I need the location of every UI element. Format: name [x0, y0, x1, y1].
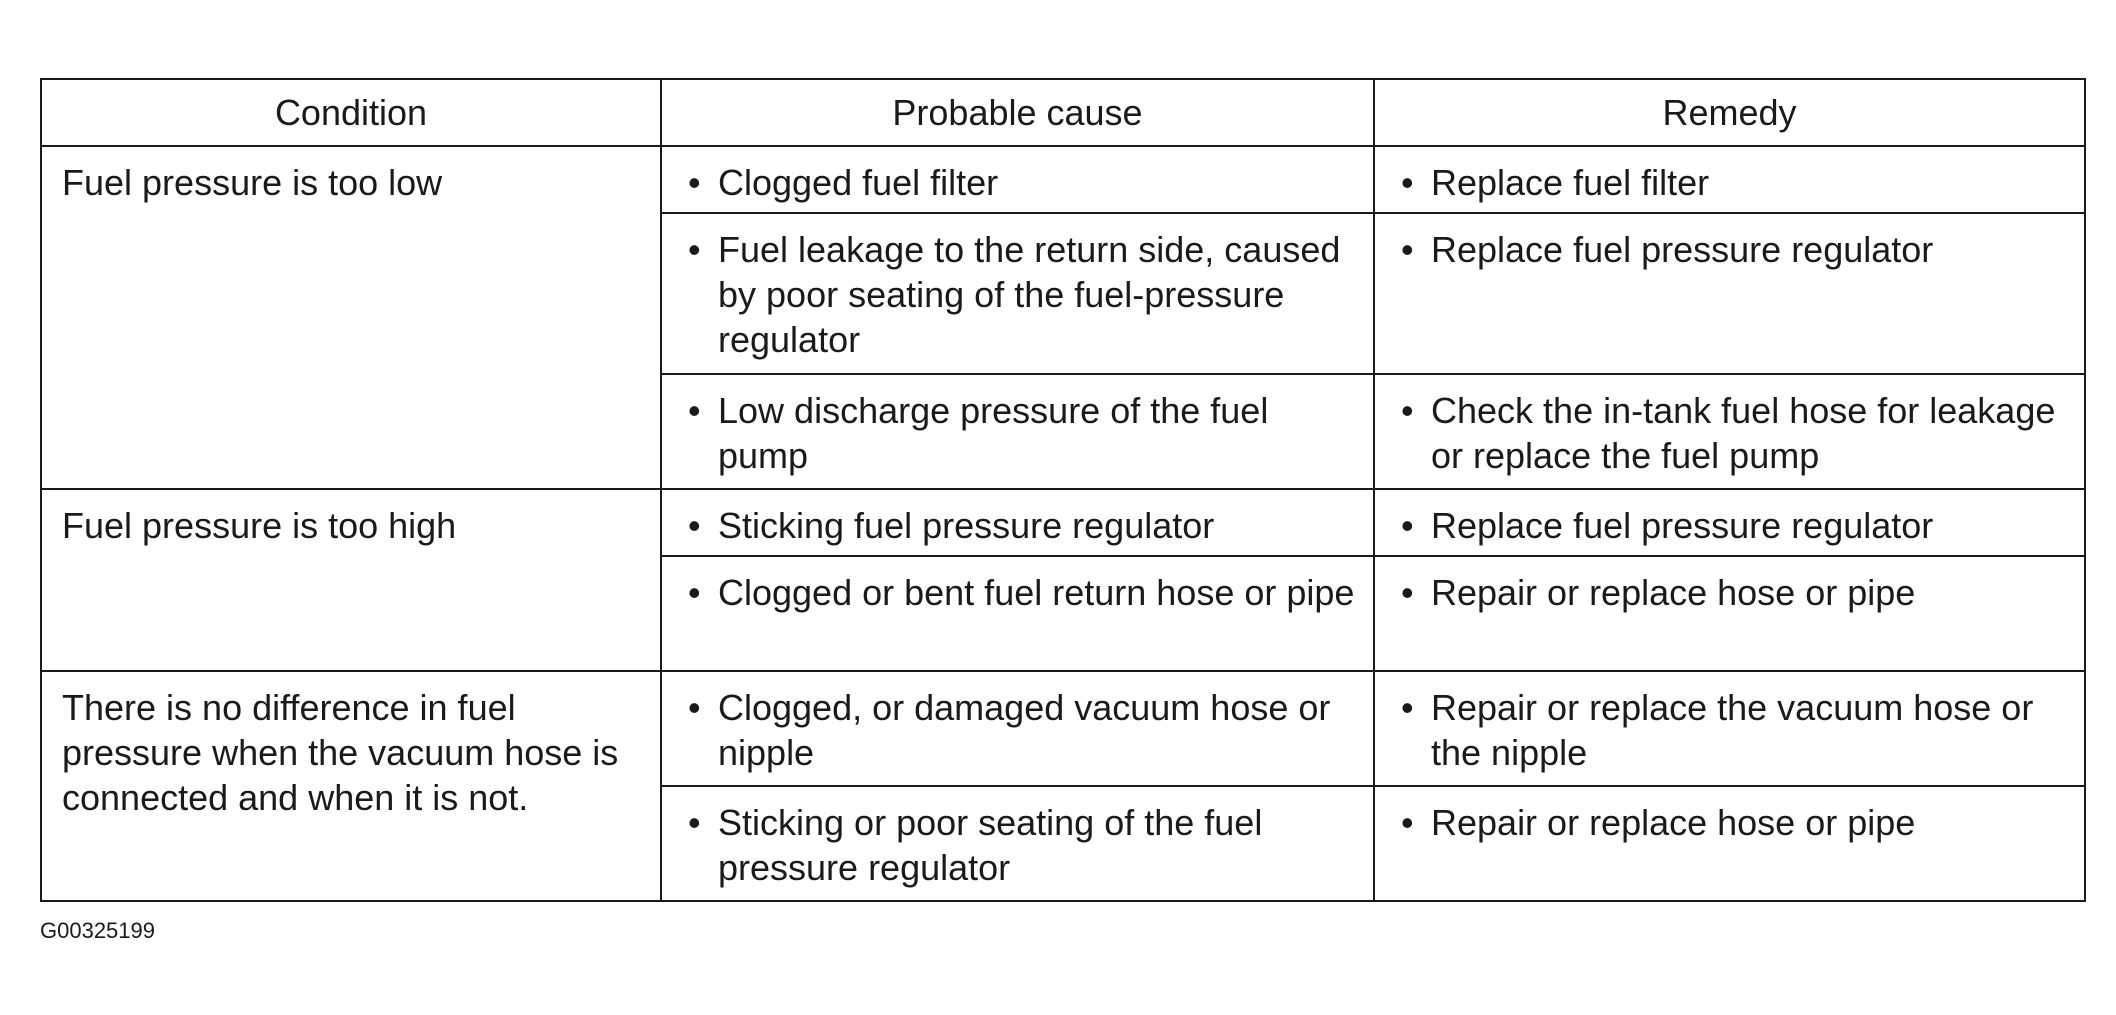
- cause-text: Sticking or poor seating of the fuel pressure regulator: [718, 802, 1263, 888]
- cause-cell: [661, 556, 1374, 671]
- bullet-icon: •: [688, 802, 701, 843]
- bullet-icon: •: [688, 505, 701, 546]
- bullet-icon: •: [1401, 572, 1414, 613]
- condition-cell: Fuel pressure is too high: [41, 489, 661, 671]
- remedy-cell: [1374, 556, 2085, 671]
- troubleshooting-table: [40, 78, 2086, 902]
- remedy-text: Repair or replace hose or pipe: [1431, 802, 1916, 843]
- header-row: [41, 79, 2085, 146]
- bullet-icon: •: [688, 162, 701, 203]
- bullet-icon: •: [688, 572, 701, 613]
- cause-text: Sticking fuel pressure regulator: [718, 505, 1215, 546]
- condition-cell: Fuel pressure is too low: [41, 146, 661, 489]
- bullet-icon: •: [1401, 390, 1414, 431]
- remedy-cell: [1374, 374, 2085, 489]
- cause-cell: [661, 374, 1374, 489]
- cause-cell: [661, 146, 1374, 213]
- cause-cell: [661, 489, 1374, 556]
- remedy-cell: [1374, 146, 2085, 213]
- bullet-icon: •: [688, 687, 701, 728]
- troubleshooting-sheet: [40, 78, 2084, 902]
- remedy-cell: [1374, 671, 2085, 786]
- figure-code: G00325199: [40, 918, 155, 943]
- table-row: [41, 489, 2085, 556]
- remedy-cell: [1374, 489, 2085, 556]
- cause-text: Fuel leakage to the return side, caused by poor seating of the fuel-pressure regulator: [718, 229, 1341, 360]
- bullet-icon: •: [1401, 229, 1414, 270]
- remedy-text: Repair or replace the vacuum hose or the nipple: [1431, 687, 2034, 773]
- table-row: [41, 671, 2085, 786]
- bullet-icon: •: [688, 390, 701, 431]
- bullet-icon: •: [1401, 802, 1414, 843]
- header-probable-cause: Probable cause: [661, 79, 1374, 146]
- remedy-cell: [1374, 213, 2085, 374]
- cause-cell: [661, 786, 1374, 901]
- cause-text: Clogged fuel filter: [718, 162, 999, 203]
- bullet-icon: •: [1401, 162, 1414, 203]
- cause-text: Clogged or bent fuel return hose or pipe: [718, 572, 1355, 613]
- table-row: [41, 146, 2085, 213]
- remedy-text: Replace fuel pressure regulator: [1431, 229, 1934, 270]
- header-condition: Condition: [41, 79, 661, 146]
- condition-cell: There is no difference in fuel pressure when the vacuum hose is connected and when it is not.: [41, 671, 661, 901]
- header-remedy: Remedy: [1374, 79, 2085, 146]
- remedy-text: Repair or replace hose or pipe: [1431, 572, 1916, 613]
- cause-text: Clogged, or damaged vacuum hose or nipple: [718, 687, 1331, 773]
- remedy-text: Replace fuel pressure regulator: [1431, 505, 1934, 546]
- bullet-icon: •: [1401, 505, 1414, 546]
- remedy-text: Check the in-tank fuel hose for leakage or replace the fuel pump: [1431, 390, 2056, 476]
- bullet-icon: •: [1401, 687, 1414, 728]
- cause-cell: [661, 671, 1374, 786]
- remedy-text: Replace fuel filter: [1431, 162, 1710, 203]
- remedy-cell: [1374, 786, 2085, 901]
- cause-cell: [661, 213, 1374, 374]
- cause-text: Low discharge pressure of the fuel pump: [718, 390, 1269, 476]
- bullet-icon: •: [688, 229, 701, 270]
